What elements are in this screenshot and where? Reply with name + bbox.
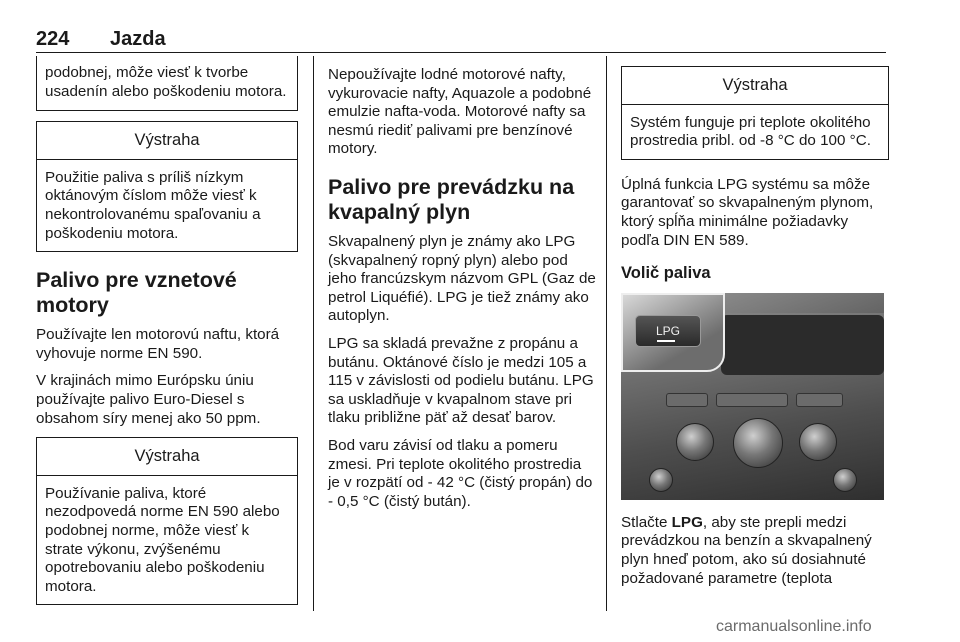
lpg-led-icon [657, 340, 675, 342]
warning-box [36, 121, 298, 252]
right-knob [799, 423, 837, 461]
lpg-button-photo [621, 293, 884, 500]
warning-body: podobnej, môže viesť k tvorbe usadenín alebo poškodeniu motora. [45, 64, 287, 100]
header-rule [36, 52, 886, 53]
page-number: 224 [36, 28, 70, 50]
center-knob [733, 418, 783, 468]
paragraph: LPG sa skladá prevažne z propánu a butánu. Oktánové číslo je medzi 105 a 115 v závislosti od podielu butánu. LPG sa uskladňuje v kvapalnom stave pri tlaku približne päť až desať barov. [328, 334, 594, 427]
warning-body: Použitie paliva s príliš nízkym oktánovým číslom môže viesť k nekontrolovanému spaľovaniu a poškodeniu motora. [45, 168, 261, 242]
paragraph: Stlačte LPG, aby ste prepli medzi prevádzkou na benzín a skvapalnený plyn hneď potom, ako sú dosiahnuté požadované parametre (teplota [621, 513, 872, 587]
warning-box [36, 437, 298, 605]
zoom-inset [621, 293, 725, 372]
section-heading-diesel: Palivo pre vznetové motory [36, 268, 237, 318]
section-heading-lpg: Palivo pre prevádzku na kvapalný plyn [328, 174, 575, 224]
paragraph: Skvapalnený plyn je známy ako LPG (skvapalnený ropný plyn) alebo pod jeho francúzskym názvom GPL (Gaz de petrol Liquéfié). LPG je tiež známy ako autoplyn. [328, 232, 596, 325]
subheading-fuel-selector: Volič paliva [621, 264, 711, 283]
warning-body: Používanie paliva, ktoré nezodpovedá norme EN 590 alebo podobnej norme, môže viesť k strate výkonu, zvýšenému opotrebovaniu alebo poškodeniu motora. [45, 484, 280, 595]
warning-box [621, 66, 889, 160]
paragraph: Bod varu závisí od tlaku a pomeru zmesi. Pri teplote okolitého prostredia je v rozpätí od - 42 °C (čistý propán) do - 0,5 °C (čistý bután). [328, 436, 593, 510]
console-button [796, 393, 843, 407]
warning-box-continued [36, 56, 298, 111]
paragraph: Úplná funkcia LPG systému sa môže garantovať so skvapalneným plynom, ktorý spĺňa minimálne požiadavky podľa DIN EN 589. [621, 175, 874, 249]
column-3 [621, 56, 889, 597]
warning-title: Výstraha [37, 438, 297, 476]
console-button [666, 393, 708, 407]
watermark: carmanualsonline.info [716, 618, 872, 635]
warning-body: Systém funguje pri teplote okolitého prostredia pribl. od -8 °C do 100 °C. [630, 113, 871, 150]
small-knob [649, 468, 673, 492]
column-divider-2 [606, 56, 607, 611]
page-header [36, 28, 886, 52]
paragraph: Nepoužívajte lodné motorové nafty, vykurovacie nafty, Aquazole a podobné emulzie nafta-voda. Motorové nafty sa nesmú riediť palivami pre benzínové motory. [328, 66, 592, 158]
column-2 [328, 56, 596, 520]
paragraph: Používajte len motorovú naftu, ktorá vyhovuje norme EN 590. [36, 326, 280, 362]
column-1 [36, 56, 298, 605]
small-knob [833, 468, 857, 492]
column-divider-1 [313, 56, 314, 611]
warning-title: Výstraha [37, 122, 297, 160]
console-button [716, 393, 788, 407]
paragraph: V krajinách mimo Európsku úniu používajte palivo Euro-Diesel s obsahom síry menej ako 50 ppm. [36, 372, 261, 427]
chapter-title: Jazda [110, 28, 166, 50]
left-knob [676, 423, 714, 461]
warning-title: Výstraha [622, 67, 888, 105]
display-screen [721, 315, 884, 375]
lpg-button-icon: LPG [635, 315, 701, 347]
